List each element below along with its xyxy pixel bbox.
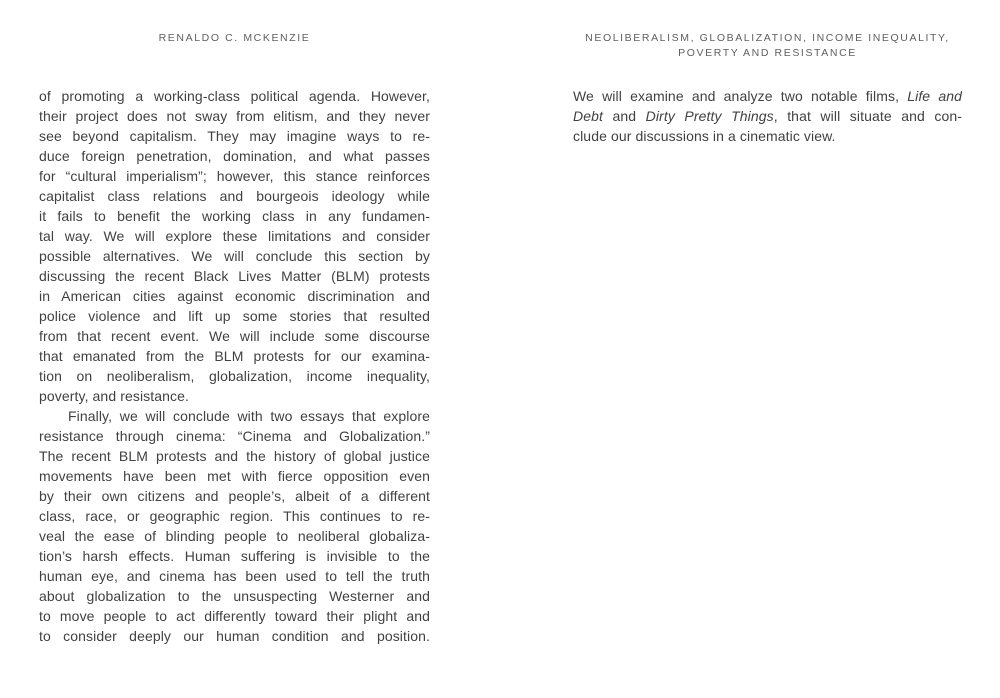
text-run: their project does not sway from elitism, and they never <box>39 108 430 124</box>
paragraph <box>39 86 430 406</box>
text-line <box>39 406 430 426</box>
right-header-line-2: POVERTY AND RESISTANCE <box>678 47 857 59</box>
text-run: that emanated from the BLM protests for our examina- <box>39 348 430 364</box>
paragraph <box>39 406 430 646</box>
text-line <box>39 506 430 526</box>
text-line <box>573 86 962 106</box>
text-line <box>39 546 430 566</box>
text-run: capitalist class relations and bourgeois ideology while <box>39 188 430 204</box>
right-header-line-1: NEOLIBERALISM, GLOBALIZATION, INCOME INEQUALITY, <box>585 32 950 44</box>
text-run: class, race, or geographic region. This continues to re- <box>39 508 430 524</box>
text-line <box>39 466 430 486</box>
right-running-header <box>573 31 962 61</box>
text-line <box>39 346 430 366</box>
text-run: , that will situate and con- <box>773 108 962 124</box>
text-run: The recent BLM protests and the history of global justice <box>39 448 430 464</box>
left-page <box>39 0 430 698</box>
text-run: poverty, and resistance. <box>39 388 189 404</box>
text-line <box>39 606 430 626</box>
text-run: movements have been met with fierce opposition even <box>39 468 430 484</box>
text-line <box>39 366 430 386</box>
text-line <box>573 126 962 146</box>
text-run: possible alternatives. We will conclude this section by <box>39 248 430 264</box>
text-run: about globalization to the unsuspecting Westerner and <box>39 588 430 604</box>
text-line <box>573 106 962 126</box>
italic-text: Dirty Pretty Things <box>645 108 774 124</box>
text-run: discussing the recent Black Lives Matter (BLM) protests <box>39 268 430 284</box>
text-line <box>39 206 430 226</box>
text-line <box>39 266 430 286</box>
right-page-body <box>573 86 962 146</box>
text-run: tal way. We will explore these limitations and consider <box>39 228 430 244</box>
text-run: clude our discussions in a cinematic view. <box>573 128 836 144</box>
text-run: Finally, we will conclude with two essays that explore <box>68 408 430 424</box>
text-line <box>39 526 430 546</box>
text-line <box>39 446 430 466</box>
text-run: resistance through cinema: “Cinema and Globalization.” <box>39 428 430 444</box>
text-line <box>39 106 430 126</box>
left-page-body <box>39 86 430 646</box>
text-run: duce foreign penetration, domination, and what passes <box>39 148 430 164</box>
text-run: tion’s harsh effects. Human suffering is invisible to the <box>39 548 430 564</box>
text-line <box>39 126 430 146</box>
text-run: tion on neoliberalism, globalization, income inequality, <box>39 368 430 384</box>
text-line <box>39 146 430 166</box>
paragraph <box>573 86 962 146</box>
text-line <box>39 326 430 346</box>
text-run: police violence and lift up some stories that resulted <box>39 308 430 324</box>
text-run: from that recent event. We will include some discourse <box>39 328 430 344</box>
text-line <box>39 306 430 326</box>
text-line <box>39 86 430 106</box>
italic-text: Debt <box>573 108 603 124</box>
right-page <box>573 0 962 698</box>
text-line <box>39 386 430 406</box>
text-line <box>39 286 430 306</box>
text-line <box>39 426 430 446</box>
text-line <box>39 246 430 266</box>
text-run: to consider deeply our human condition and position. <box>39 628 430 644</box>
text-line <box>39 186 430 206</box>
text-run: to move people to act differently toward their plight and <box>39 608 430 624</box>
text-line <box>39 486 430 506</box>
text-line <box>39 566 430 586</box>
text-run: of promoting a working-class political agenda. However, <box>39 88 430 104</box>
left-running-header: RENALDO C. MCKENZIE <box>158 32 311 44</box>
text-run: for “cultural imperialism”; however, this stance reinforces <box>39 168 430 184</box>
text-line <box>39 166 430 186</box>
text-run: it fails to benefit the working class in any fundamen- <box>39 208 430 224</box>
text-line <box>39 226 430 246</box>
text-line <box>39 586 430 606</box>
text-run: in American cities against economic discrimination and <box>39 288 430 304</box>
text-run: see beyond capitalism. They may imagine ways to re- <box>39 128 430 144</box>
text-run: veal the ease of blinding people to neoliberal globaliza- <box>39 528 430 544</box>
text-run: by their own citizens and people’s, albeit of a different <box>39 488 430 504</box>
italic-text: Life and <box>907 88 962 104</box>
text-run: human eye, and cinema has been used to tell the truth <box>39 568 430 584</box>
text-run: We will examine and analyze two notable films, <box>573 88 908 104</box>
text-line <box>39 626 430 646</box>
text-run: and <box>602 108 646 124</box>
